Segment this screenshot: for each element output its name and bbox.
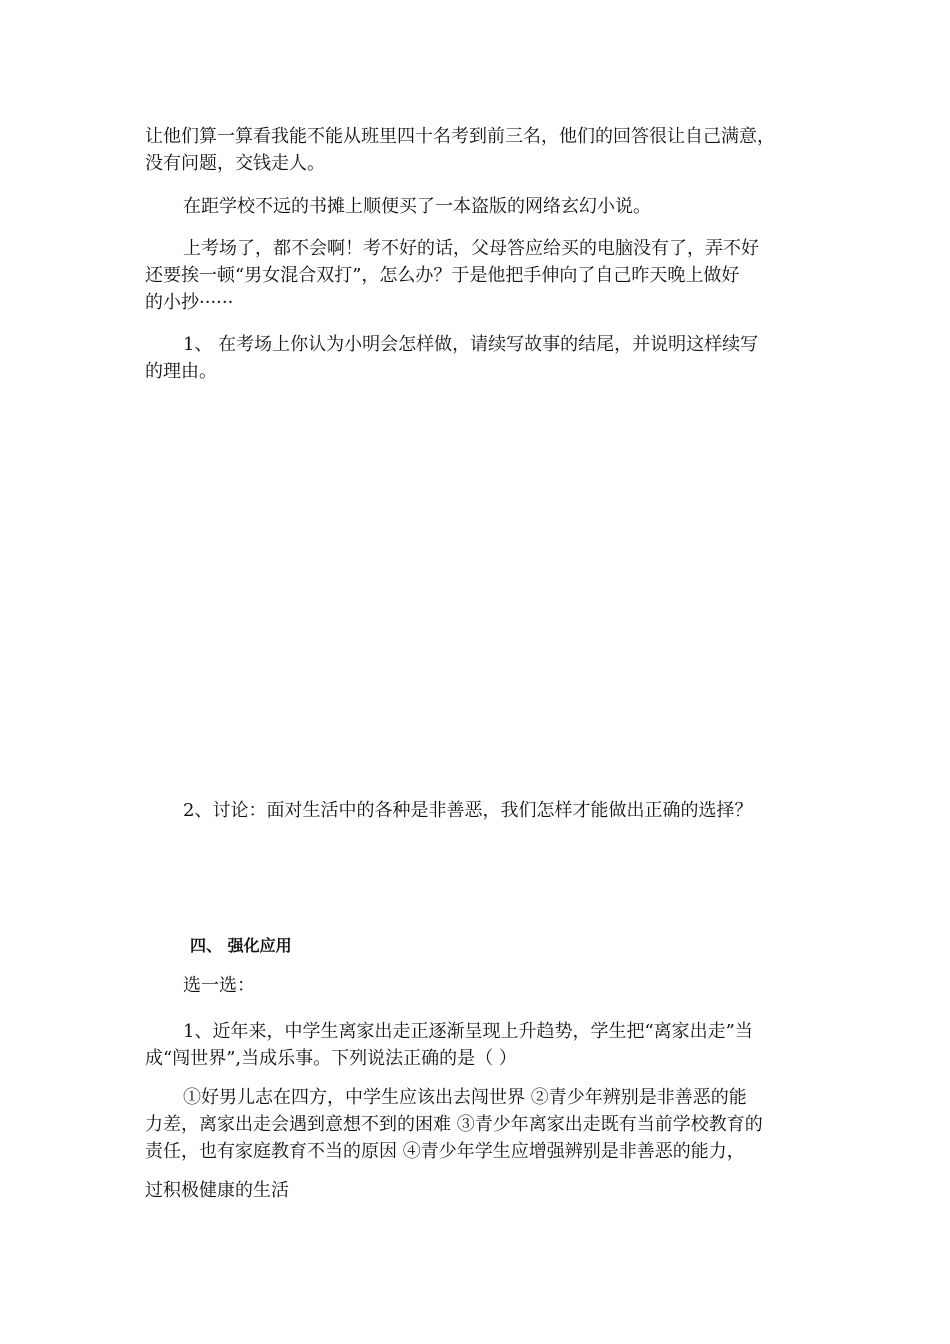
question-1 (145, 331, 810, 385)
text-line: 过积极健康的生活 (145, 1180, 289, 1201)
text-line: 选一选： (183, 975, 255, 996)
answer-options (145, 1084, 810, 1165)
text-line: 在距学校不远的书摊上顺便买了一本盗版的网络玄幻小说。 (183, 196, 651, 217)
text-line: 的理由。 (145, 361, 217, 382)
text-line: 还要挨一顿“男女混合双打”，怎么办？于是他把手伸向了自己昨天晚上做好 (145, 265, 740, 286)
text-line: 成“闯世界”,当成乐事。下列说法正确的是（ ） (145, 1048, 517, 1069)
text-line: 的小抄······ (145, 292, 234, 313)
text-line: 上考场了，都不会啊！考不好的话，父母答应给买的电脑没有了，弄不好 (183, 238, 759, 259)
text-line: 1、近年来，中学生离家出走正逐渐呈现上升趋势，学生把“离家出走”当 (183, 1021, 753, 1042)
text-line: 责任，也有家庭教育不当的原因 ④青少年学生应增强辨别是非善恶的能力， (145, 1141, 745, 1162)
text-line: ①好男儿志在四方，中学生应该出去闯世界 ②青少年辨别是非善恶的能 (183, 1087, 747, 1108)
section-prompt (145, 972, 810, 999)
story-paragraph-3 (145, 235, 810, 316)
story-paragraph-1 (145, 123, 810, 177)
section-heading: 四、 强化应用 (190, 936, 292, 955)
text-line: 让他们算一算看我能不能从班里四十名考到前三名，他们的回答很让自己满意， (145, 126, 775, 147)
question-2 (145, 797, 810, 824)
text-line: 2、讨论：面对生活中的各种是非善恶，我们怎样才能做出正确的选择？ (183, 800, 753, 821)
story-paragraph-2 (145, 193, 810, 220)
multiple-choice-question (145, 1018, 810, 1072)
text-line: 力差，离家出走会遇到意想不到的困难 ③青少年离家出走既有当前学校教育的 (145, 1114, 763, 1135)
text-line: 1、 在考场上你认为小明会怎样做，请续写故事的结尾，并说明这样续写 (183, 334, 759, 355)
text-line: 没有问题，交钱走人。 (145, 153, 325, 174)
answer-options-continued (145, 1177, 810, 1204)
